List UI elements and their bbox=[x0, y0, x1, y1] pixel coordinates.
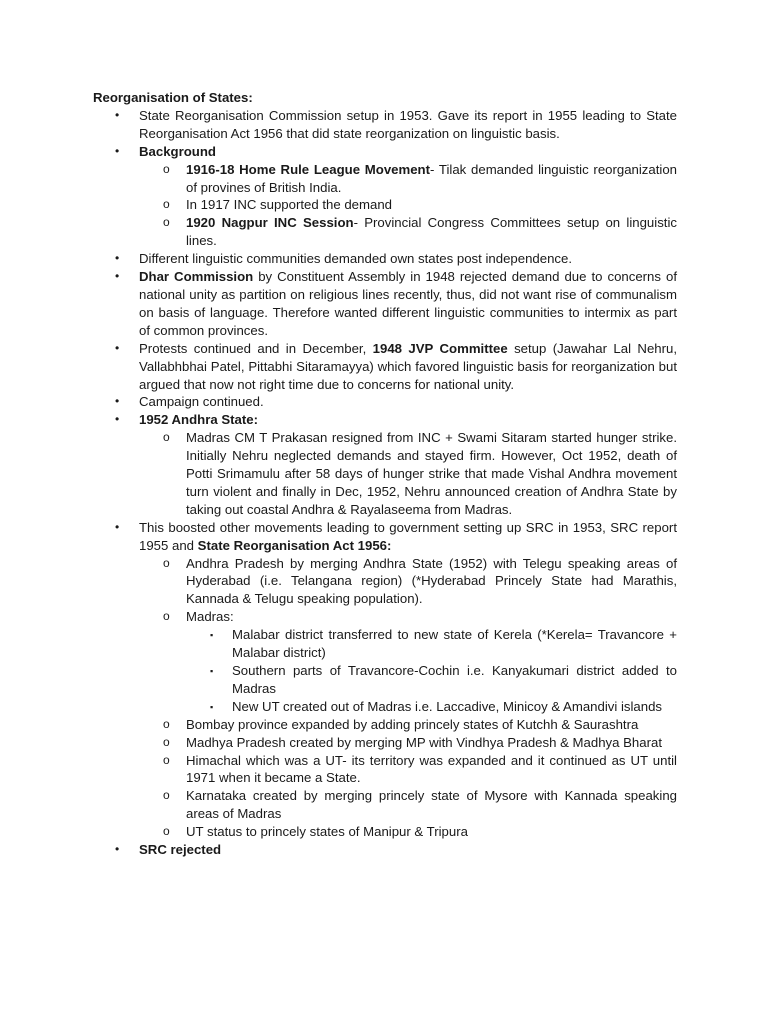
sub-list-item bbox=[93, 734, 677, 752]
item-text: Karnataka created by merging princely state of Mysore with Kannada speaking areas of Madras bbox=[186, 788, 677, 822]
bullet-marker: • bbox=[115, 340, 120, 355]
item-text: Himachal which was a UT- its territory was expanded and it continued as UT until 1971 when it became a State. bbox=[186, 752, 677, 786]
sub-list-item bbox=[93, 752, 677, 788]
list-item bbox=[93, 250, 677, 268]
item-text: Madras: bbox=[186, 609, 234, 625]
list-item bbox=[93, 268, 677, 340]
sub-sub-list-item bbox=[93, 698, 677, 716]
circle-marker: o bbox=[163, 609, 170, 624]
circle-marker: o bbox=[163, 555, 170, 570]
item-heading-andhra: 1952 Andhra State: bbox=[139, 412, 258, 428]
item-text: Campaign continued. bbox=[139, 394, 264, 410]
sub-list-item bbox=[93, 214, 677, 250]
sub-list-item bbox=[93, 716, 677, 734]
item-text: In 1917 INC supported the demand bbox=[186, 197, 393, 213]
bullet-marker: • bbox=[115, 143, 120, 158]
item-text: Madras CM T Prakasan resigned from INC + Swami Sitaram started hunger strike. Initially Nehru neglected demands and stayed firm. However, Oct 1952, death of Potti Srimamulu after 58 days of hunger strike that made Vishal Andhra movement turn violent and finally in Dec, 1952, Nehru announced creation of Andhra State by taking out coastal Andhra & Rayalaseema from Madras. bbox=[186, 430, 677, 517]
list-item bbox=[93, 411, 677, 429]
item-text: - Tilak demanded linguistic reorganization of provines of British India. bbox=[186, 161, 678, 195]
item-heading-src-rejected: SRC rejected bbox=[139, 842, 222, 858]
list-item bbox=[93, 393, 677, 411]
item-text: setup (Jawahar Lal Nehru, Vallabhbhai Patel, Pittabhi Sitaramayya) which favored linguistic basis for reorganization but argued that now not right time due to concerns for national unity. bbox=[139, 340, 677, 392]
list-item bbox=[93, 107, 677, 143]
item-bold-text: Dhar Commission bbox=[139, 269, 254, 285]
bullet-marker: • bbox=[115, 394, 120, 409]
item-text: State Reorganisation Commission setup in 1953. Gave its report in 1955 leading to State Reorganisation Act 1956 that did state reorganization on linguistic basis. bbox=[139, 107, 677, 141]
item-text: Southern parts of Travancore-Cochin i.e. Kanyakumari district added to Madras bbox=[232, 663, 677, 696]
item-text: Andhra Pradesh by merging Andhra State (1952) with Telegu speaking areas of Hyderabad (i.e. Telangana region) (*Hyderabad Princely State had Marathis, Kannada & Telugu speaking population). bbox=[186, 555, 677, 607]
bullet-marker: • bbox=[115, 107, 120, 122]
item-bold-text: 1948 JVP Committee bbox=[372, 340, 508, 356]
circle-marker: o bbox=[163, 161, 170, 176]
item-text: Protests continued and in December, bbox=[139, 340, 373, 356]
bullet-marker: • bbox=[115, 251, 120, 266]
circle-marker: o bbox=[163, 215, 170, 230]
square-marker: ▪ bbox=[210, 630, 214, 641]
item-bold-text: 1920 Nagpur INC Session bbox=[186, 215, 354, 231]
item-text: This boosted other movements leading to government setting up SRC in 1953, SRC report 1955 and bbox=[139, 519, 677, 553]
bullet-marker: • bbox=[115, 519, 120, 534]
bullet-marker: • bbox=[115, 842, 120, 857]
list-item bbox=[93, 841, 677, 859]
circle-marker: o bbox=[163, 430, 170, 445]
item-text: by Constituent Assembly in 1948 rejected demand due to concerns of national unity as partition on religious lines recently, thus, did not want rise of communalism on basis of language. Therefore wanted different linguistic communities to intermix as part of common provinces. bbox=[139, 269, 677, 338]
sub-list-item bbox=[93, 787, 677, 823]
bullet-marker: • bbox=[115, 412, 120, 427]
square-marker: ▪ bbox=[210, 666, 214, 676]
document-heading: Reorganisation of States: bbox=[93, 90, 253, 105]
circle-marker: o bbox=[163, 734, 170, 749]
square-marker: ▪ bbox=[210, 701, 214, 712]
circle-marker: o bbox=[163, 824, 170, 839]
item-text: - Provincial Congress Committees setup on linguistic lines. bbox=[186, 215, 677, 249]
circle-marker: o bbox=[163, 788, 170, 803]
item-text: Different linguistic communities demanded own states post independence. bbox=[139, 251, 572, 267]
sub-list-item bbox=[93, 608, 677, 626]
item-heading-background: Background bbox=[139, 143, 216, 159]
item-text: Madhya Pradesh created by merging MP with Vindhya Pradesh & Madhya Bharat bbox=[186, 734, 662, 750]
sub-sub-list-item bbox=[93, 662, 677, 698]
sub-list-item bbox=[93, 823, 677, 841]
document-body bbox=[93, 89, 677, 859]
sub-list-item bbox=[93, 429, 677, 519]
item-bold-text: 1916-18 Home Rule League Movement bbox=[186, 161, 431, 177]
bullet-marker: • bbox=[115, 269, 120, 284]
sub-sub-list-item bbox=[93, 626, 677, 662]
item-text: New UT created out of Madras i.e. Laccadive, Minicoy & Amandivi islands bbox=[232, 698, 663, 714]
item-text: Malabar district transferred to new state of Kerela (*Kerela= Travancore + Malabar district) bbox=[232, 627, 677, 661]
item-text: UT status to princely states of Manipur & Tripura bbox=[186, 824, 468, 840]
sub-list-item bbox=[93, 196, 677, 214]
circle-marker: o bbox=[163, 752, 170, 767]
sub-list-item bbox=[93, 555, 677, 609]
item-text: Bombay province expanded by adding princely states of Kutchh & Saurashtra bbox=[186, 716, 639, 732]
sub-list-item bbox=[93, 161, 677, 197]
list-item bbox=[93, 340, 677, 394]
circle-marker: o bbox=[163, 197, 170, 212]
circle-marker: o bbox=[163, 716, 170, 731]
list-item bbox=[93, 143, 677, 161]
item-bold-text: State Reorganisation Act 1956: bbox=[197, 537, 392, 553]
list-item bbox=[93, 519, 677, 555]
